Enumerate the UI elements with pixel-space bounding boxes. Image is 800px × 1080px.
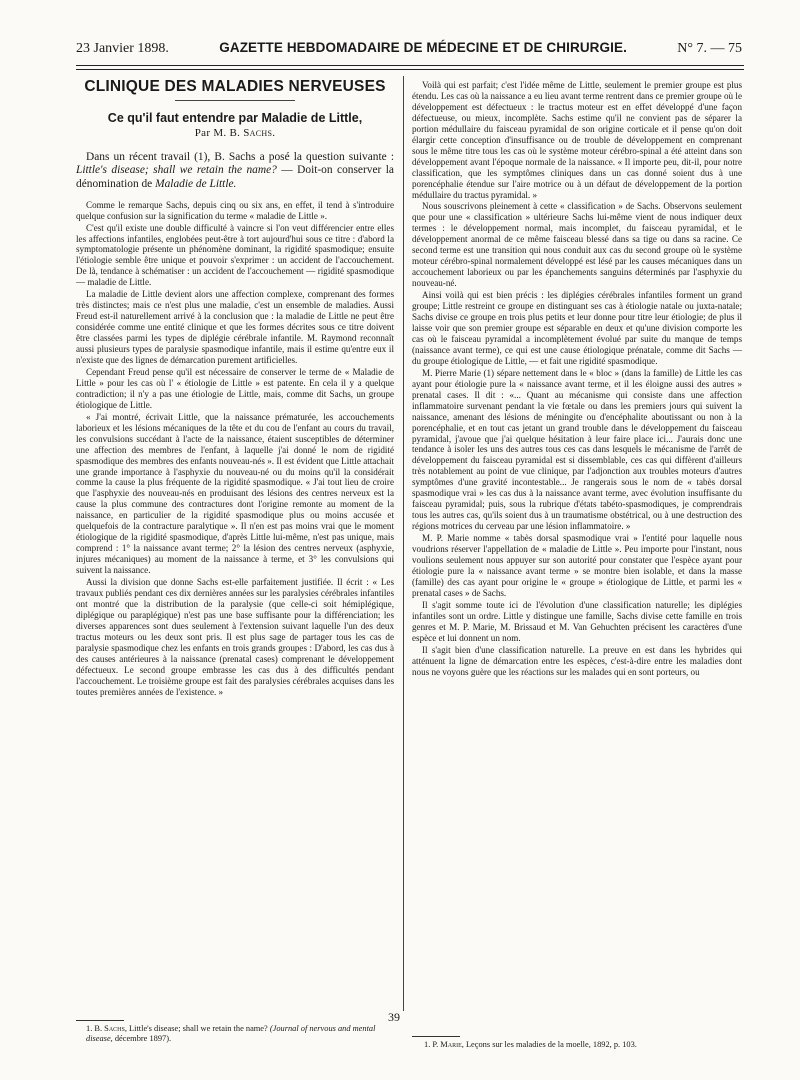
paragraph: « J'ai montré, écrivait Little, que la naissance prématurée, les accouchements laborieux et les lésions mécaniques de la tête et du cou de l'enfant au cours du travail, les convulsions succédant à l'acte de la naissance, étaient susceptibles de déterminer une affection des membres de l'enfant, à laquelle j'ai donné le nom de rigidité spasmodique des membres des enfants nouveau-nés ». Il est évident que Little attachait une grande importance à l'asphyxie du nouveau-né ou du moins qu'il la considérait comme la cause la plus fréquente de la rigidité spasmodique. « J'ai tout lieu de croire que l'asphyxie des nouveau-nés en produisant des lésions des centres nerveux est la cause la plus commune des contractures dont l'origine remonte au moment de la naissance, en particulier de la rigidité spasmodique plus ou moins accusée et quelquefois de la contracture paralytique ». Il n'en est pas moins vrai que le moment étiologique de la rigidité spasmodique, d'après Little lui-même, n'est pas unique, mais comprend : 1° la naissance avant terme; 2° la lésion des centres nerveux (asphyxie, injures mécaniques) au moment de la naissance à terme, et 3° les convulsions qui suivent la naissance. bbox=[76, 411, 394, 576]
left-column bbox=[76, 78, 394, 699]
paragraph: Il s'agit somme toute ici de l'évolution d'une classification naturelle; les diplégies infantiles sont un ordre. Little y distingue une famille, Sachs divise cette famille en trois genres et M. P. Marie, M. Brissaud et M. Van Gehuchten précisent les caractères d'une espèce et lui donnent un nom. bbox=[412, 599, 742, 643]
lead-text-1: Dans un récent travail (1), B. Sachs a posé la question suivante : bbox=[86, 150, 394, 163]
section-title: CLINIQUE DES MALADIES NERVEUSES bbox=[84, 78, 386, 95]
author-name: Sachs. bbox=[243, 126, 276, 139]
paragraph: Comme le remarque Sachs, depuis cinq ou six ans, en effet, il tend à s'introduire quelque confusion sur la signification du terme « maladie de Little ». bbox=[76, 199, 394, 221]
paragraph: C'est qu'il existe une double difficulté à vaincre si l'on veut différencier entre elles les affections infantiles, englobées peut-être à tort aujourd'hui sous ce titre : d'abord la symptomatologie présente un phénomène dominant, la rigidité spasmodique; ensuite l'étiologie semble être unique et pouvoir s'exprimer : un accident de l'accouchement. De là, tendance à schématiser : un accident de l'accouchement — rigidité spasmodique — maladie de Little. bbox=[76, 222, 394, 288]
running-head bbox=[76, 40, 742, 62]
paragraph: M. Pierre Marie (1) sépare nettement dans le « bloc » (dans la famille) de Little les cas ayant pour étiologie pure la « naissance avant terme, et il les éloigne aussi des autres » prenatal cases. Il dit : «... Quant au mécanisme qui consiste dans une affection inflammatoire survenant pendant la vie fœtale ou dans les premiers jours qui suivent la naissance, amenant des lésions de méningite ou d'encéphalite aboutissant ou non à la porencéphalie, et en tout cas jetant un grand trouble dans le développement du faisceau pyramidal, j'avoue que j'ai quelque hésitation à leur faire place ici... J'aurais donc une tendance à isoler les uns des autres tous ces cas dans lesquels le mécanisme de l'arrêt de développement du faisceau pyramidal est si dissemblable, ces cas qui diffèrent d'ailleurs très notablement au point de vue clinique, par l'adjonction aux troubles moteurs d'autres symptômes d'une gravité incontestable... Je rangerais sous le nom de « tabès dorsal spasmodique vrai » les cas dus à la naissance avant terme, avec évolution insuffisante du faisceau pyramidal; puis, sous la rubrique d'états tabéto-spasmodiques, je comprendrais tous les autres cas, qu'ils soient dus à un traumatisme obstétrical, ou à une destruction des régions motrices du cerveau par une lésion inflammatoire. » bbox=[412, 367, 742, 532]
lead-italic-1: Little's disease; shall we retain the name? bbox=[76, 164, 277, 177]
lead-paragraph bbox=[76, 151, 394, 192]
fn-author: Sachs bbox=[104, 1024, 125, 1033]
paragraph: M. P. Marie nomme « tabès dorsal spasmodique vrai » l'entité pour laquelle nous voudrions réserver l'appellation de « maladie de Little ». Peu importe pour l'instant, nous voulions seulement nous appuyer sur son autorité pour constater que l'espèce ayant pour étiologie pure la « naissance avant terme » se montre bien isolable, et dans la masse (famille) des cas ayant pour origine le « groupe » étiologique de Little, et parmi les « prenatal cases » de Sachs. bbox=[412, 533, 742, 598]
issue-date: 23 Janvier 1898. bbox=[76, 41, 169, 56]
fn-prefix: 1. P. bbox=[424, 1040, 441, 1049]
paragraph: Cependant Freud pense qu'il est nécessaire de conserver le terme de « Maladie de Little » pour les cas où l' « étiologie de Little » est patente. En cela il y a quelque contradiction; il n'y a pas une étiologie de Little, mais, comme dit Sachs, un groupe étiologique de Little. bbox=[76, 366, 394, 410]
paragraph: Voilà qui est parfait; c'est l'idée même de Little, seulement le premier groupe est plus étendu. Les cas où la naissance a eu lieu avant terme rentrent dans ce premier groupe où le développement est défectueux : le tractus moteur est en effet développé d'une façon défectueuse, ou mieux, incomplète. Sachs estime qu'il ne convient pas de séparer la portion médullaire du faisceau pyramidal de son origine corticale et il pense qu'on doit élargir cette conception d'insuffisance ou de trouble de développement en comprenant sous le même titre tous les cas où le système moteur cérébro-spinal a été atteint dans son développement avant l'époque normale de la naissance. « Il importe peu, dit-il, pour notre classification, que les symptômes cliniques dans un cas donné soient dus à une porencéphalie étendue sur l'aire motrice ou à un défaut de développement de la portion médullaire du tractus pyramidal. » bbox=[412, 80, 742, 200]
journal-title: GAZETTE HEBDOMADAIRE DE MÉDECINE ET DE CHIRURGIE. bbox=[219, 40, 627, 55]
paragraph: Il s'agit bien d'une classification naturelle. La preuve en est dans les hybrides qui atténuent la ligne de démarcation entre les espèces, c'est-à-dire entre les maladies dont nous ne voyons guère que les réactions sur les malades qui en sont porteurs, ou bbox=[412, 644, 742, 677]
right-column bbox=[412, 80, 742, 678]
header-rule-thick bbox=[76, 65, 744, 66]
paragraph: Nous souscrivons pleinement à cette « classification » de Sachs. Observons seulement que pour une « classification » ultérieure Sachs lui-même vient de nous indiquer deux termes : le développement normal, mais incomplet, du faisceau pyramidal, et le développement anormal de ce même faisceau blessé dans sa tige ou dans sa racine. Ce second terme est une transition qui nous conduit aux cas du second groupe où le système moteur cérébro-spinal normalement développé est lésé par les causes mécaniques dans un accouchement laborieux ou par les épanchements sanguins déterminés par l'asphyxie du nouveau-né. bbox=[412, 201, 742, 289]
right-footnote-rule bbox=[412, 1036, 460, 1037]
article-title: Ce qu'il faut entendre par Maladie de Little, bbox=[107, 110, 363, 125]
paragraph: Aussi la division que donne Sachs est-elle parfaitement justifiée. Il écrit : « Les travaux publiés pendant ces dix dernières années sur les paralysies cérébrales infantiles ont montré que la distribution de la paralysie (que celle-ci soit hémiplégique, diplégique ou paraplégique) n'est pas une base suffisante pour la différenciation; les diverses apparences sont dues seulement à l'extension suivant laquelle l'un des deux tractus moteurs ou les deux sont pris. Il est plus sage de partager tous les cas de paralysie spasmodique chez les enfants en trois grands groupes : D'abord, les cas dus à des causes antérieures à la naissance (prenatal cases) comprenant le développement défectueux. Le second groupe embrasse les cas dus à des difficultés pendant l'accouchement. Le troisième groupe est fait des paralysies cérébrales acquises dans les toutes premières années de l'existence. » bbox=[76, 577, 394, 697]
header-rule-thin bbox=[76, 69, 744, 70]
author-prefix: Par M. B. bbox=[194, 126, 244, 139]
page-number: 39 bbox=[388, 1010, 400, 1024]
lead-text-2: — Doit-on conserver la dénomination de bbox=[76, 164, 394, 191]
article-author bbox=[76, 128, 394, 139]
left-footnote bbox=[86, 1024, 386, 1044]
issue-number: N° 7. — 75 bbox=[677, 41, 742, 56]
section-rule bbox=[175, 100, 295, 101]
fn-author: Marie bbox=[440, 1040, 462, 1049]
lead-italic-2: Maladie de Little. bbox=[155, 178, 237, 191]
left-footnote-rule bbox=[76, 1020, 124, 1021]
column-divider bbox=[403, 76, 404, 1011]
paragraph: Ainsi voilà qui est bien précis : les diplégies cérébrales infantiles forment un grand groupe; Little restreint ce groupe en distinguant ses cas à étiologie natale ou juxta-natale; Sachs divise ce groupe en trois plus petits et leur donne pour titre leur étiologie; de plus il laisse voir que son premier groupe est séparable en deux et qu'une division comporte les cas où le faisceau pyramidal a incomplètement évolué par suite du manque de temps (naissance avant terme), ce qui est une cause étiologique prénatale, comme dit Sachs — du groupe étiologique de Little, — et fait une rigidité spasmodique. bbox=[412, 290, 742, 366]
fn-text: , Leçons sur les maladies de la moelle, 1892, p. 103. bbox=[461, 1040, 637, 1049]
right-footnote bbox=[424, 1040, 742, 1050]
fn-journal: (Journal of nervous and mental disease bbox=[86, 1024, 376, 1043]
fn-date: , décembre 1897). bbox=[110, 1034, 172, 1043]
paragraph: La maladie de Little devient alors une affection complexe, comprenant des formes très distinctes; mais ce n'est plus une maladie, c'est un ensemble de maladies. Aussi Freud est-il naturellement arrivé à la conclusion que : la maladie de Little ne peut être considérée comme une entité clinique et que les formes décrites sous ce titre doivent être classées parmi les types de diplégie cérébrale infantile. M. Raymond reconnaît aussi plusieurs types de paralysie spasmodique infantile, mais il estime qu'entre eux il n'existe que des lignes de démarcation purement artificielles. bbox=[76, 289, 394, 365]
fn-text: , Little's disease; shall we retain the name? bbox=[124, 1024, 270, 1033]
fn-prefix: 1. B. bbox=[86, 1024, 105, 1033]
